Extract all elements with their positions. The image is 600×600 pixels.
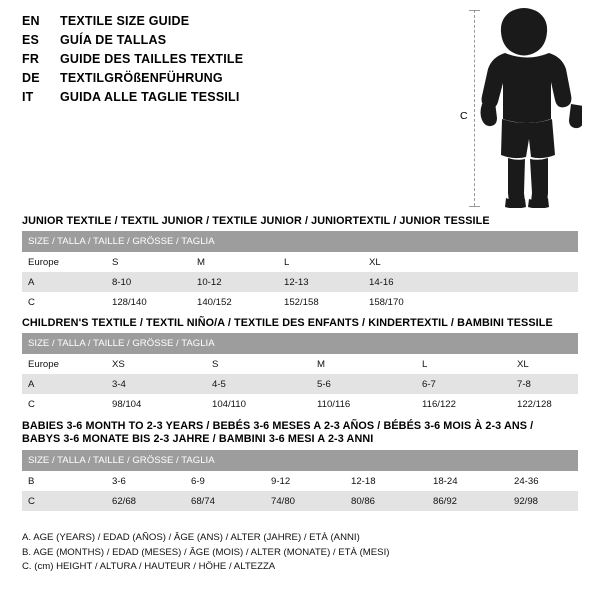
- children-row-a-xs: 3-4: [106, 374, 206, 394]
- children-size-header-label: SIZE / TALLA / TAILLE / GRÖSSE / TAGLIA: [22, 333, 578, 354]
- section-babies: [22, 420, 578, 511]
- header-title-en: TEXTILE SIZE GUIDE: [60, 14, 190, 28]
- table-row: [22, 252, 578, 272]
- babies-row-c-label: C: [22, 491, 106, 511]
- header-lang-de: DE: [22, 71, 40, 85]
- children-row-c-l: 116/122: [416, 394, 511, 414]
- babies-size-table: [22, 450, 578, 511]
- children-row-a-label: A: [22, 374, 106, 394]
- junior-row-c-l: 152/158: [278, 292, 363, 312]
- junior-col-m: M: [191, 252, 278, 272]
- junior-row-a-s: 8-10: [106, 272, 191, 292]
- table-header-row: [22, 231, 578, 252]
- junior-row-a-m: 10-12: [191, 272, 278, 292]
- section-junior-title: JUNIOR TEXTILE / TEXTIL JUNIOR / TEXTILE JUNIOR / JUNIORTEXTIL / JUNIOR TESSILE: [22, 215, 490, 227]
- junior-size-header-label: SIZE / TALLA / TAILLE / GRÖSSE / TAGLIA: [22, 231, 578, 252]
- children-row-a-xl: 7-8: [511, 374, 578, 394]
- section-babies-title-line1: BABIES 3-6 MONTH TO 2-3 YEARS / BEBÉS 3-6 MESES A 2-3 AÑOS / BÉBÉS 3-6 MOIS À 2-3 ANS /: [22, 420, 534, 432]
- table-row: [22, 374, 578, 394]
- children-row-c-xl: 122/128: [511, 394, 578, 414]
- babies-row-c-v5: 86/92: [427, 491, 508, 511]
- height-measure-label: C: [460, 110, 468, 122]
- children-row-c-s: 104/110: [206, 394, 311, 414]
- junior-col-xl: XL: [363, 252, 473, 272]
- footnote-c: C. (cm) HEIGHT / ALTURA / HAUTEUR / HÖHE / ALTEZZA: [22, 561, 276, 572]
- header-block: [22, 14, 442, 109]
- junior-row-c-xl: 158/170: [363, 292, 473, 312]
- babies-row-c-v2: 68/74: [185, 491, 265, 511]
- toddler-silhouette-icon: [472, 6, 582, 208]
- header-title-de: TEXTILGRÖßENFÜHRUNG: [60, 71, 223, 85]
- junior-row-c-s: 128/140: [106, 292, 191, 312]
- header-row-de: [22, 71, 442, 90]
- babies-row-b-label: B: [22, 471, 106, 491]
- section-junior: [22, 215, 578, 312]
- babies-row-c-v3: 74/80: [265, 491, 345, 511]
- header-lang-it: IT: [22, 90, 34, 104]
- children-row-a-l: 6-7: [416, 374, 511, 394]
- junior-col-europe: Europe: [22, 252, 106, 272]
- junior-row-a-xl: 14-16: [363, 272, 473, 292]
- children-row-c-xs: 98/104: [106, 394, 206, 414]
- header-title-es: GUÍA DE TALLAS: [60, 33, 167, 47]
- junior-size-table: [22, 231, 578, 312]
- table-header-row: [22, 333, 578, 354]
- babies-size-header-label: SIZE / TALLA / TAILLE / GRÖSSE / TAGLIA: [22, 450, 578, 471]
- table-header-row: [22, 450, 578, 471]
- junior-row-c-m: 140/152: [191, 292, 278, 312]
- table-row: [22, 471, 578, 491]
- children-col-xs: XS: [106, 354, 206, 374]
- header-lang-en: EN: [22, 14, 40, 28]
- babies-row-b-v2: 6-9: [185, 471, 265, 491]
- junior-row-a-label: A: [22, 272, 106, 292]
- babies-row-c-v4: 80/86: [345, 491, 427, 511]
- section-babies-title-line2: BABYS 3-6 MONATE BIS 2-3 JAHRE / BAMBINI 3-6 MESI A 2-3 ANNI: [22, 433, 374, 445]
- junior-row-a-l: 12-13: [278, 272, 363, 292]
- junior-col-l: L: [278, 252, 363, 272]
- table-row: [22, 394, 578, 414]
- children-col-l: L: [416, 354, 511, 374]
- footnote-b: B. AGE (MONTHS) / EDAD (MESES) / ÂGE (MOIS) / ALTER (MONATE) / ETÀ (MESI): [22, 546, 390, 558]
- junior-col-s: S: [106, 252, 191, 272]
- header-title-fr: GUIDE DES TAILLES TEXTILE: [60, 52, 244, 66]
- babies-row-b-v1: 3-6: [106, 471, 185, 491]
- children-size-table: [22, 333, 578, 414]
- header-row-en: [22, 14, 442, 33]
- header-row-es: [22, 33, 442, 52]
- babies-row-b-v3: 9-12: [265, 471, 345, 491]
- table-row: [22, 272, 578, 292]
- babies-row-c-v1: 62/68: [106, 491, 185, 511]
- section-children: [22, 317, 578, 414]
- table-row: [22, 491, 578, 511]
- footnote-a: A. AGE (YEARS) / EDAD (AÑOS) / ÂGE (ANS) / ALTER (JAHRE) / ETÀ (ANNI): [22, 532, 360, 543]
- babies-row-c-v6: 92/98: [508, 491, 578, 511]
- children-row-c-label: C: [22, 394, 106, 414]
- footnotes-block: [22, 531, 578, 575]
- children-col-xl: XL: [511, 354, 578, 374]
- children-row-a-s: 4-5: [206, 374, 311, 394]
- children-row-c-m: 110/116: [311, 394, 416, 414]
- children-col-m: M: [311, 354, 416, 374]
- table-row: [22, 354, 578, 374]
- junior-row-c-label: C: [22, 292, 106, 312]
- babies-row-b-v5: 18-24: [427, 471, 508, 491]
- header-row-it: [22, 90, 442, 109]
- children-col-s: S: [206, 354, 311, 374]
- measurement-figure: [452, 6, 592, 206]
- header-lang-es: ES: [22, 33, 40, 47]
- header-title-it: GUIDA ALLE TAGLIE TESSILI: [60, 90, 240, 104]
- header-lang-fr: FR: [22, 52, 40, 66]
- babies-row-b-v6: 24-36: [508, 471, 578, 491]
- section-children-title: CHILDREN'S TEXTILE / TEXTIL NIÑO/A / TEXTILE DES ENFANTS / KINDERTEXTIL / BAMBINI TESSILE: [22, 317, 553, 329]
- babies-row-b-v4: 12-18: [345, 471, 427, 491]
- table-row: [22, 292, 578, 312]
- header-row-fr: [22, 52, 442, 71]
- children-col-europe: Europe: [22, 354, 106, 374]
- children-row-a-m: 5-6: [311, 374, 416, 394]
